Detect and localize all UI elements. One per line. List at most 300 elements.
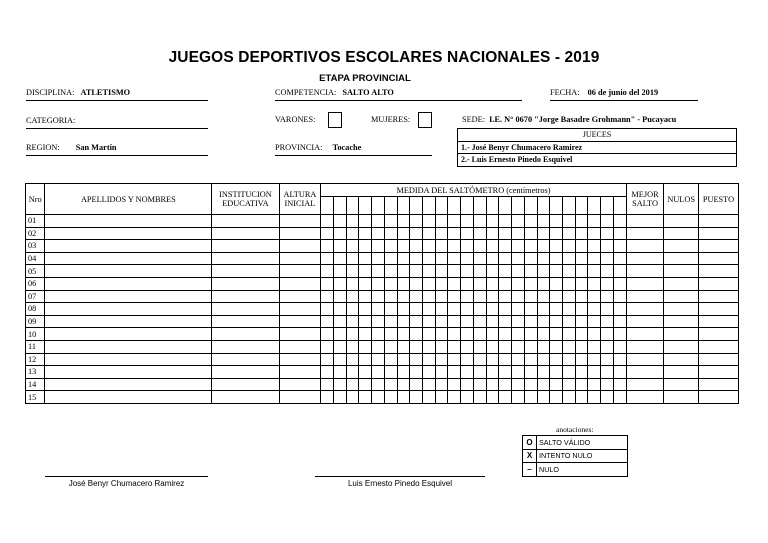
table-cell[interactable] xyxy=(448,315,461,328)
table-cell[interactable] xyxy=(537,353,550,366)
table-cell[interactable] xyxy=(372,252,385,265)
table-cell[interactable] xyxy=(626,303,664,316)
table-cell[interactable] xyxy=(601,215,614,228)
table-cell[interactable] xyxy=(473,391,486,404)
table-cell[interactable] xyxy=(524,315,537,328)
table-cell[interactable] xyxy=(601,265,614,278)
table-cell[interactable] xyxy=(410,277,423,290)
table-cell[interactable] xyxy=(461,277,474,290)
table-cell[interactable] xyxy=(550,340,563,353)
table-cell[interactable] xyxy=(423,277,436,290)
table-cell[interactable] xyxy=(698,340,738,353)
table-cell[interactable] xyxy=(664,303,699,316)
table-cell[interactable] xyxy=(212,265,279,278)
table-cell[interactable] xyxy=(45,215,212,228)
table-cell[interactable] xyxy=(45,315,212,328)
table-cell[interactable] xyxy=(410,391,423,404)
table-cell[interactable] xyxy=(321,277,334,290)
table-cell[interactable] xyxy=(524,265,537,278)
table-cell[interactable] xyxy=(613,328,626,341)
table-cell[interactable] xyxy=(410,252,423,265)
table-cell[interactable] xyxy=(499,378,512,391)
table-cell[interactable] xyxy=(575,290,588,303)
table-cell[interactable] xyxy=(698,391,738,404)
table-cell[interactable] xyxy=(372,328,385,341)
table-cell[interactable] xyxy=(512,215,525,228)
table-cell[interactable] xyxy=(486,340,499,353)
table-cell[interactable] xyxy=(550,391,563,404)
table-cell[interactable] xyxy=(613,303,626,316)
table-cell[interactable] xyxy=(321,366,334,379)
table-cell[interactable] xyxy=(279,391,321,404)
table-cell[interactable] xyxy=(423,315,436,328)
table-cell[interactable] xyxy=(537,303,550,316)
table-cell[interactable] xyxy=(698,315,738,328)
table-cell[interactable] xyxy=(346,366,359,379)
table-cell[interactable] xyxy=(537,277,550,290)
table-cell[interactable] xyxy=(626,391,664,404)
table-cell[interactable] xyxy=(384,227,397,240)
table-cell[interactable] xyxy=(524,328,537,341)
table-cell[interactable] xyxy=(45,227,212,240)
table-cell[interactable] xyxy=(601,303,614,316)
table-cell[interactable] xyxy=(524,353,537,366)
table-cell[interactable] xyxy=(346,391,359,404)
table-cell[interactable] xyxy=(423,328,436,341)
table-cell[interactable] xyxy=(279,366,321,379)
table-cell[interactable] xyxy=(613,340,626,353)
table-cell[interactable] xyxy=(359,315,372,328)
table-cell[interactable] xyxy=(512,252,525,265)
table-cell[interactable] xyxy=(384,277,397,290)
table-cell[interactable] xyxy=(575,277,588,290)
table-cell[interactable] xyxy=(359,227,372,240)
table-cell[interactable] xyxy=(698,252,738,265)
table-cell[interactable] xyxy=(448,277,461,290)
table-cell[interactable] xyxy=(279,303,321,316)
table-cell[interactable] xyxy=(397,340,410,353)
table-cell[interactable] xyxy=(562,303,575,316)
table-cell[interactable] xyxy=(550,366,563,379)
table-cell[interactable] xyxy=(575,353,588,366)
table-cell[interactable] xyxy=(486,290,499,303)
table-cell[interactable] xyxy=(372,277,385,290)
table-cell[interactable] xyxy=(397,265,410,278)
table-cell[interactable] xyxy=(562,227,575,240)
table-cell[interactable] xyxy=(512,277,525,290)
table-cell[interactable] xyxy=(601,353,614,366)
table-cell[interactable] xyxy=(512,315,525,328)
table-cell[interactable] xyxy=(550,303,563,316)
table-cell[interactable] xyxy=(384,315,397,328)
table-cell[interactable] xyxy=(499,290,512,303)
table-cell[interactable] xyxy=(397,240,410,253)
table-cell[interactable] xyxy=(698,303,738,316)
table-cell[interactable] xyxy=(410,290,423,303)
table-cell[interactable] xyxy=(473,252,486,265)
table-cell[interactable] xyxy=(499,240,512,253)
table-cell[interactable] xyxy=(45,303,212,316)
mujeres-checkbox[interactable] xyxy=(418,112,432,128)
table-cell[interactable] xyxy=(279,290,321,303)
table-cell[interactable] xyxy=(461,391,474,404)
table-cell[interactable] xyxy=(435,265,448,278)
table-cell[interactable] xyxy=(397,277,410,290)
table-cell[interactable] xyxy=(397,315,410,328)
table-cell[interactable] xyxy=(435,252,448,265)
table-cell[interactable] xyxy=(512,353,525,366)
table-cell[interactable] xyxy=(212,340,279,353)
table-cell[interactable] xyxy=(473,353,486,366)
table-cell[interactable] xyxy=(575,227,588,240)
table-cell[interactable] xyxy=(397,290,410,303)
table-cell[interactable] xyxy=(372,353,385,366)
table-cell[interactable] xyxy=(321,227,334,240)
table-cell[interactable] xyxy=(321,353,334,366)
table-cell[interactable] xyxy=(588,227,601,240)
table-cell[interactable] xyxy=(359,328,372,341)
table-cell[interactable] xyxy=(588,391,601,404)
table-cell[interactable] xyxy=(461,303,474,316)
table-cell[interactable] xyxy=(575,265,588,278)
table-cell[interactable] xyxy=(512,303,525,316)
table-cell[interactable] xyxy=(346,277,359,290)
table-cell[interactable] xyxy=(486,215,499,228)
table-cell[interactable] xyxy=(613,240,626,253)
table-cell[interactable] xyxy=(359,340,372,353)
table-cell[interactable] xyxy=(550,315,563,328)
table-cell[interactable] xyxy=(45,252,212,265)
table-cell[interactable] xyxy=(550,240,563,253)
table-cell[interactable] xyxy=(321,215,334,228)
table-cell[interactable] xyxy=(537,315,550,328)
table-cell[interactable] xyxy=(45,340,212,353)
table-cell[interactable] xyxy=(473,290,486,303)
table-cell[interactable] xyxy=(423,391,436,404)
table-cell[interactable] xyxy=(575,340,588,353)
table-cell[interactable] xyxy=(448,391,461,404)
table-cell[interactable] xyxy=(524,240,537,253)
table-cell[interactable] xyxy=(626,315,664,328)
table-cell[interactable] xyxy=(279,378,321,391)
table-cell[interactable] xyxy=(279,252,321,265)
table-cell[interactable] xyxy=(512,391,525,404)
table-cell[interactable] xyxy=(588,366,601,379)
table-cell[interactable] xyxy=(448,340,461,353)
table-cell[interactable] xyxy=(601,290,614,303)
table-cell[interactable] xyxy=(613,378,626,391)
table-cell[interactable] xyxy=(346,265,359,278)
table-cell[interactable] xyxy=(550,290,563,303)
table-cell[interactable] xyxy=(601,252,614,265)
table-cell[interactable] xyxy=(334,240,347,253)
table-cell[interactable] xyxy=(359,378,372,391)
table-cell[interactable] xyxy=(486,227,499,240)
table-cell[interactable] xyxy=(698,227,738,240)
table-cell[interactable] xyxy=(397,391,410,404)
table-cell[interactable] xyxy=(499,227,512,240)
table-cell[interactable] xyxy=(334,252,347,265)
table-cell[interactable] xyxy=(537,378,550,391)
table-cell[interactable] xyxy=(588,265,601,278)
table-cell[interactable] xyxy=(512,340,525,353)
table-cell[interactable] xyxy=(448,290,461,303)
table-cell[interactable] xyxy=(435,290,448,303)
table-cell[interactable] xyxy=(384,290,397,303)
table-cell[interactable] xyxy=(410,303,423,316)
table-cell[interactable] xyxy=(588,277,601,290)
table-cell[interactable] xyxy=(321,315,334,328)
table-cell[interactable] xyxy=(384,252,397,265)
table-cell[interactable] xyxy=(423,340,436,353)
table-cell[interactable] xyxy=(448,328,461,341)
table-cell[interactable] xyxy=(524,215,537,228)
table-cell[interactable] xyxy=(499,353,512,366)
table-cell[interactable] xyxy=(664,315,699,328)
table-cell[interactable] xyxy=(384,265,397,278)
table-cell[interactable] xyxy=(410,353,423,366)
table-cell[interactable] xyxy=(423,378,436,391)
table-cell[interactable] xyxy=(423,290,436,303)
table-cell[interactable] xyxy=(321,265,334,278)
table-cell[interactable] xyxy=(448,240,461,253)
table-cell[interactable] xyxy=(435,315,448,328)
table-cell[interactable] xyxy=(45,277,212,290)
table-cell[interactable] xyxy=(575,391,588,404)
table-cell[interactable] xyxy=(588,303,601,316)
table-cell[interactable] xyxy=(588,353,601,366)
table-cell[interactable] xyxy=(550,328,563,341)
table-cell[interactable] xyxy=(410,378,423,391)
table-cell[interactable] xyxy=(588,378,601,391)
table-cell[interactable] xyxy=(384,378,397,391)
table-cell[interactable] xyxy=(212,391,279,404)
table-cell[interactable] xyxy=(562,328,575,341)
table-cell[interactable] xyxy=(212,366,279,379)
table-cell[interactable] xyxy=(359,290,372,303)
table-cell[interactable] xyxy=(212,290,279,303)
table-cell[interactable] xyxy=(435,378,448,391)
table-cell[interactable] xyxy=(334,328,347,341)
table-cell[interactable] xyxy=(461,315,474,328)
table-cell[interactable] xyxy=(524,391,537,404)
table-cell[interactable] xyxy=(524,277,537,290)
table-cell[interactable] xyxy=(384,328,397,341)
table-cell[interactable] xyxy=(45,290,212,303)
table-cell[interactable] xyxy=(359,391,372,404)
table-cell[interactable] xyxy=(562,240,575,253)
table-cell[interactable] xyxy=(423,215,436,228)
table-cell[interactable] xyxy=(448,265,461,278)
table-cell[interactable] xyxy=(626,353,664,366)
table-cell[interactable] xyxy=(321,391,334,404)
table-cell[interactable] xyxy=(45,391,212,404)
table-cell[interactable] xyxy=(537,366,550,379)
table-cell[interactable] xyxy=(359,277,372,290)
table-cell[interactable] xyxy=(397,215,410,228)
table-cell[interactable] xyxy=(613,391,626,404)
table-cell[interactable] xyxy=(321,290,334,303)
table-cell[interactable] xyxy=(626,265,664,278)
table-cell[interactable] xyxy=(626,340,664,353)
table-cell[interactable] xyxy=(372,303,385,316)
table-cell[interactable] xyxy=(473,366,486,379)
table-cell[interactable] xyxy=(461,290,474,303)
table-cell[interactable] xyxy=(448,353,461,366)
table-cell[interactable] xyxy=(537,227,550,240)
table-cell[interactable] xyxy=(384,240,397,253)
table-cell[interactable] xyxy=(537,391,550,404)
table-cell[interactable] xyxy=(346,353,359,366)
table-cell[interactable] xyxy=(664,227,699,240)
table-cell[interactable] xyxy=(562,366,575,379)
table-cell[interactable] xyxy=(321,303,334,316)
table-cell[interactable] xyxy=(486,240,499,253)
table-cell[interactable] xyxy=(626,252,664,265)
table-cell[interactable] xyxy=(334,290,347,303)
table-cell[interactable] xyxy=(613,252,626,265)
table-cell[interactable] xyxy=(524,378,537,391)
table-cell[interactable] xyxy=(346,328,359,341)
table-cell[interactable] xyxy=(486,391,499,404)
table-cell[interactable] xyxy=(359,353,372,366)
table-cell[interactable] xyxy=(473,340,486,353)
table-cell[interactable] xyxy=(664,290,699,303)
table-cell[interactable] xyxy=(588,240,601,253)
table-cell[interactable] xyxy=(448,227,461,240)
table-cell[interactable] xyxy=(372,366,385,379)
table-cell[interactable] xyxy=(473,328,486,341)
table-cell[interactable] xyxy=(562,391,575,404)
table-cell[interactable] xyxy=(698,366,738,379)
table-cell[interactable] xyxy=(435,240,448,253)
table-cell[interactable] xyxy=(550,277,563,290)
table-cell[interactable] xyxy=(397,353,410,366)
table-cell[interactable] xyxy=(550,215,563,228)
table-cell[interactable] xyxy=(384,340,397,353)
table-cell[interactable] xyxy=(372,215,385,228)
table-cell[interactable] xyxy=(334,303,347,316)
table-cell[interactable] xyxy=(435,227,448,240)
table-cell[interactable] xyxy=(334,215,347,228)
table-cell[interactable] xyxy=(334,391,347,404)
table-cell[interactable] xyxy=(423,240,436,253)
table-cell[interactable] xyxy=(372,240,385,253)
table-cell[interactable] xyxy=(664,265,699,278)
table-cell[interactable] xyxy=(346,227,359,240)
table-cell[interactable] xyxy=(613,290,626,303)
table-cell[interactable] xyxy=(486,303,499,316)
table-cell[interactable] xyxy=(423,252,436,265)
table-cell[interactable] xyxy=(575,315,588,328)
table-cell[interactable] xyxy=(562,353,575,366)
table-cell[interactable] xyxy=(486,315,499,328)
varones-checkbox[interactable] xyxy=(328,112,342,128)
table-cell[interactable] xyxy=(575,252,588,265)
table-cell[interactable] xyxy=(372,340,385,353)
table-cell[interactable] xyxy=(626,227,664,240)
table-cell[interactable] xyxy=(550,353,563,366)
table-cell[interactable] xyxy=(588,290,601,303)
table-cell[interactable] xyxy=(613,215,626,228)
table-cell[interactable] xyxy=(473,277,486,290)
table-cell[interactable] xyxy=(321,252,334,265)
table-cell[interactable] xyxy=(334,366,347,379)
table-cell[interactable] xyxy=(212,303,279,316)
table-cell[interactable] xyxy=(212,215,279,228)
table-cell[interactable] xyxy=(588,315,601,328)
table-cell[interactable] xyxy=(588,328,601,341)
table-cell[interactable] xyxy=(698,328,738,341)
table-cell[interactable] xyxy=(279,227,321,240)
table-cell[interactable] xyxy=(524,366,537,379)
table-cell[interactable] xyxy=(524,252,537,265)
table-cell[interactable] xyxy=(473,240,486,253)
table-cell[interactable] xyxy=(601,328,614,341)
table-cell[interactable] xyxy=(212,328,279,341)
table-cell[interactable] xyxy=(664,240,699,253)
table-cell[interactable] xyxy=(499,315,512,328)
table-cell[interactable] xyxy=(601,340,614,353)
table-cell[interactable] xyxy=(499,215,512,228)
table-cell[interactable] xyxy=(435,303,448,316)
table-cell[interactable] xyxy=(279,340,321,353)
table-cell[interactable] xyxy=(664,378,699,391)
table-cell[interactable] xyxy=(537,265,550,278)
table-cell[interactable] xyxy=(461,366,474,379)
table-cell[interactable] xyxy=(626,290,664,303)
table-cell[interactable] xyxy=(212,353,279,366)
table-cell[interactable] xyxy=(461,328,474,341)
table-cell[interactable] xyxy=(435,277,448,290)
table-cell[interactable] xyxy=(435,328,448,341)
table-cell[interactable] xyxy=(588,340,601,353)
table-cell[interactable] xyxy=(698,265,738,278)
table-cell[interactable] xyxy=(524,303,537,316)
table-cell[interactable] xyxy=(212,277,279,290)
table-cell[interactable] xyxy=(537,328,550,341)
table-cell[interactable] xyxy=(486,328,499,341)
table-cell[interactable] xyxy=(512,265,525,278)
table-cell[interactable] xyxy=(499,328,512,341)
table-cell[interactable] xyxy=(372,227,385,240)
table-cell[interactable] xyxy=(601,277,614,290)
table-cell[interactable] xyxy=(499,340,512,353)
table-cell[interactable] xyxy=(334,277,347,290)
table-cell[interactable] xyxy=(45,378,212,391)
table-cell[interactable] xyxy=(461,240,474,253)
table-cell[interactable] xyxy=(321,340,334,353)
table-cell[interactable] xyxy=(698,353,738,366)
table-cell[interactable] xyxy=(575,303,588,316)
table-cell[interactable] xyxy=(613,315,626,328)
table-cell[interactable] xyxy=(45,328,212,341)
table-cell[interactable] xyxy=(372,378,385,391)
table-cell[interactable] xyxy=(664,366,699,379)
table-cell[interactable] xyxy=(550,265,563,278)
table-cell[interactable] xyxy=(575,215,588,228)
table-cell[interactable] xyxy=(346,290,359,303)
table-cell[interactable] xyxy=(613,227,626,240)
table-cell[interactable] xyxy=(473,315,486,328)
table-cell[interactable] xyxy=(486,353,499,366)
table-cell[interactable] xyxy=(698,290,738,303)
table-cell[interactable] xyxy=(512,328,525,341)
table-cell[interactable] xyxy=(359,366,372,379)
table-cell[interactable] xyxy=(435,366,448,379)
table-cell[interactable] xyxy=(626,328,664,341)
table-cell[interactable] xyxy=(45,265,212,278)
